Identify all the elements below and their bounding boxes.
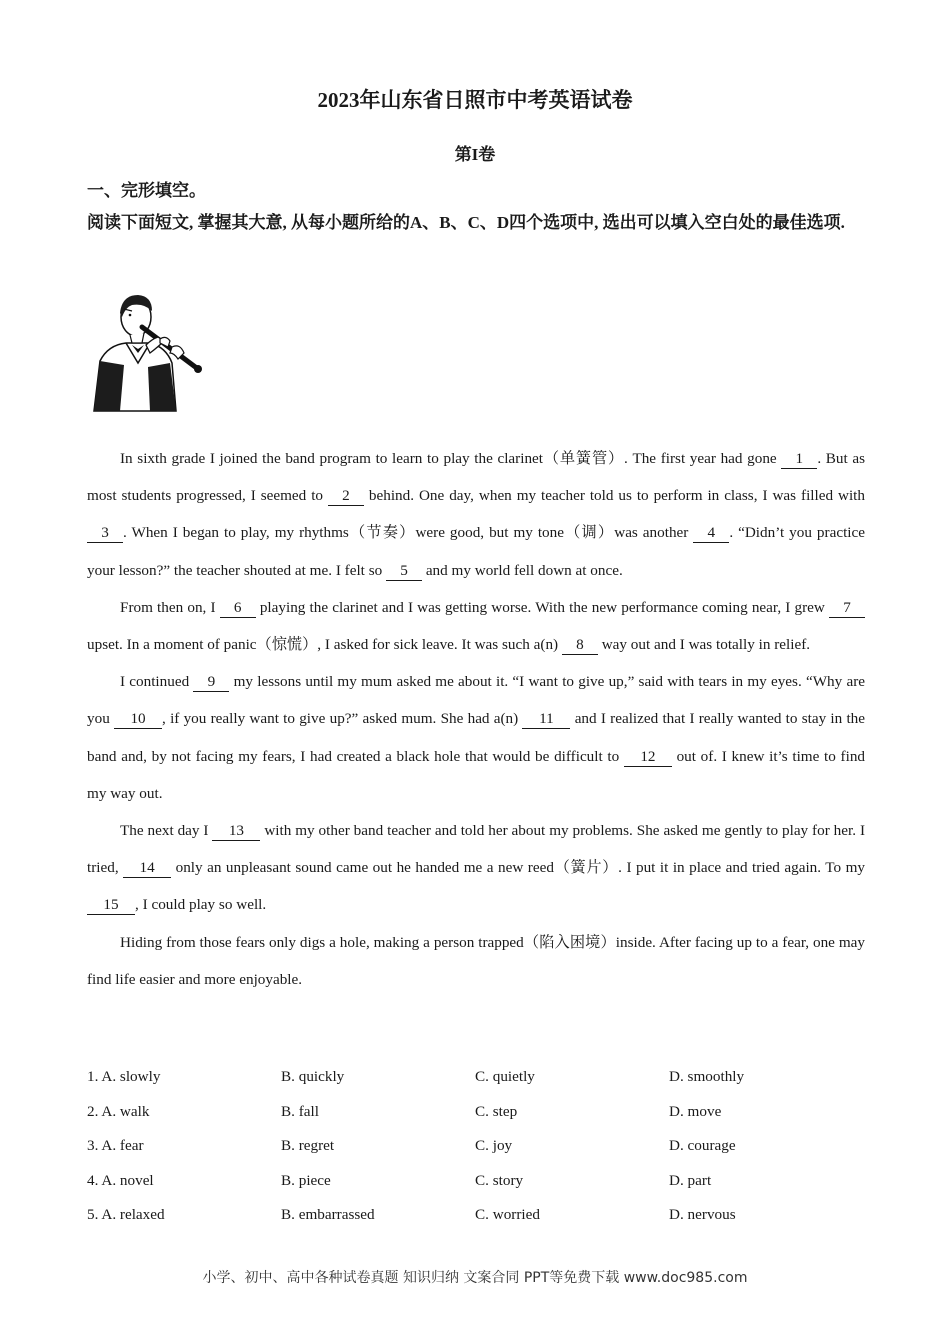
option-c: C. story — [475, 1171, 524, 1189]
option-c: C. step — [475, 1102, 518, 1120]
blank-11: 11 — [522, 710, 570, 729]
option-row — [87, 1164, 867, 1199]
blank-6: 6 — [220, 599, 256, 618]
passage-paragraph: The next day I 13 with my other band teacher and told her about my problems. She asked me gently to play for her. I tried, 14 only an unpleasant sound came out he handed me a new reed（簧片）. I put it in place and tried again. To my 15 , I could play so well. — [87, 822, 866, 914]
passage-paragraph: Hiding from those fears only digs a hole, making a person trapped（陷入困境）inside. After facing up to a fear, one may find life easier and more enjoyable. — [87, 933, 865, 988]
blank-7: 7 — [829, 599, 865, 618]
blank-13: 13 — [212, 822, 260, 841]
blank-1: 1 — [781, 450, 817, 469]
blank-10: 10 — [114, 710, 162, 729]
option-d: D. courage — [669, 1137, 736, 1155]
blank-3: 3 — [87, 524, 123, 543]
blank-15: 15 — [87, 896, 135, 915]
blank-8: 8 — [562, 636, 598, 655]
option-b: B. embarrassed — [281, 1206, 375, 1224]
cloze-passage — [87, 440, 865, 998]
option-c: C. joy — [475, 1137, 513, 1155]
page-title: 2023年山东省日照市中考英语试卷 — [317, 88, 633, 112]
option-d: D. nervous — [669, 1206, 736, 1224]
option-d: D. part — [669, 1171, 712, 1189]
clarinet-player-illustration — [86, 283, 206, 413]
option-row — [87, 1095, 867, 1130]
passage-paragraph: From then on, I 6 playing the clarinet and I was getting worse. With the new performance coming near, I grew 7 upset. In a moment of panic（惊慌）, I asked for sick leave. It was such a(n) 8 way out and I was totally in relief. — [87, 589, 865, 663]
option-row — [87, 1198, 867, 1233]
answer-options — [87, 1060, 867, 1233]
option-d: D. smoothly — [669, 1068, 745, 1085]
passage-paragraph: I continued 9 my lessons until my mum asked me about it. “I want to give up,” said with tears in my eyes. “Why are you 10 , if you really want to give up?” asked mum. She had a(n) 11 and I realized that I really wanted to stay in the band and, by not facing my fears, I had created a black hole that would be difficult to 12 out of. I knew it’s time to find my way out. — [87, 673, 866, 802]
option-a: 5. A. relaxed — [87, 1206, 165, 1224]
option-a: 4. A. novel — [87, 1171, 154, 1189]
volume-label: 第I卷 — [454, 145, 496, 164]
blank-4: 4 — [693, 524, 729, 543]
section-heading: 一、完形填空。 — [87, 181, 206, 200]
blank-12: 12 — [624, 748, 672, 767]
blank-5: 5 — [386, 562, 422, 581]
option-b: B. piece — [281, 1171, 331, 1189]
blank-2: 2 — [328, 487, 364, 506]
option-b: B. regret — [281, 1137, 335, 1155]
passage-paragraph: In sixth grade I joined the band program to learn to play the clarinet（单簧管）. The first year had gone 1 . But as most students progressed, I seemed to 2 behind. One day, when my teacher told us to perform in class, I was filled with 3 . When I began to play, my rhythms（节奏）were good, but my tone（调）was another 4 . “Didn’t you practice your lesson?” the teacher shouted at me. I felt so 5 and my world fell down at once. — [87, 450, 865, 579]
blank-14: 14 — [123, 859, 171, 878]
option-c: C. worried — [475, 1206, 540, 1224]
option-a: 2. A. walk — [87, 1102, 150, 1120]
option-a: 3. A. fear — [87, 1137, 144, 1155]
instruction-text: 阅读下面短文, 掌握其大意, 从每小题所给的A、B、C、D四个选项中, 选出可以填入空白处的最佳选项. — [87, 213, 845, 232]
option-a: 1. A. slowly — [87, 1068, 161, 1085]
option-b: B. fall — [281, 1102, 319, 1120]
option-c: C. quietly — [475, 1068, 535, 1085]
option-row — [87, 1060, 867, 1095]
option-b: B. quickly — [281, 1068, 345, 1085]
footer-text: 小学、初中、高中各种试卷真题 知识归纳 文案合同 PPT等免费下载 www.doc985.com — [202, 1270, 748, 1286]
blank-9: 9 — [193, 673, 229, 692]
option-d: D. move — [669, 1102, 722, 1120]
option-row — [87, 1129, 867, 1164]
